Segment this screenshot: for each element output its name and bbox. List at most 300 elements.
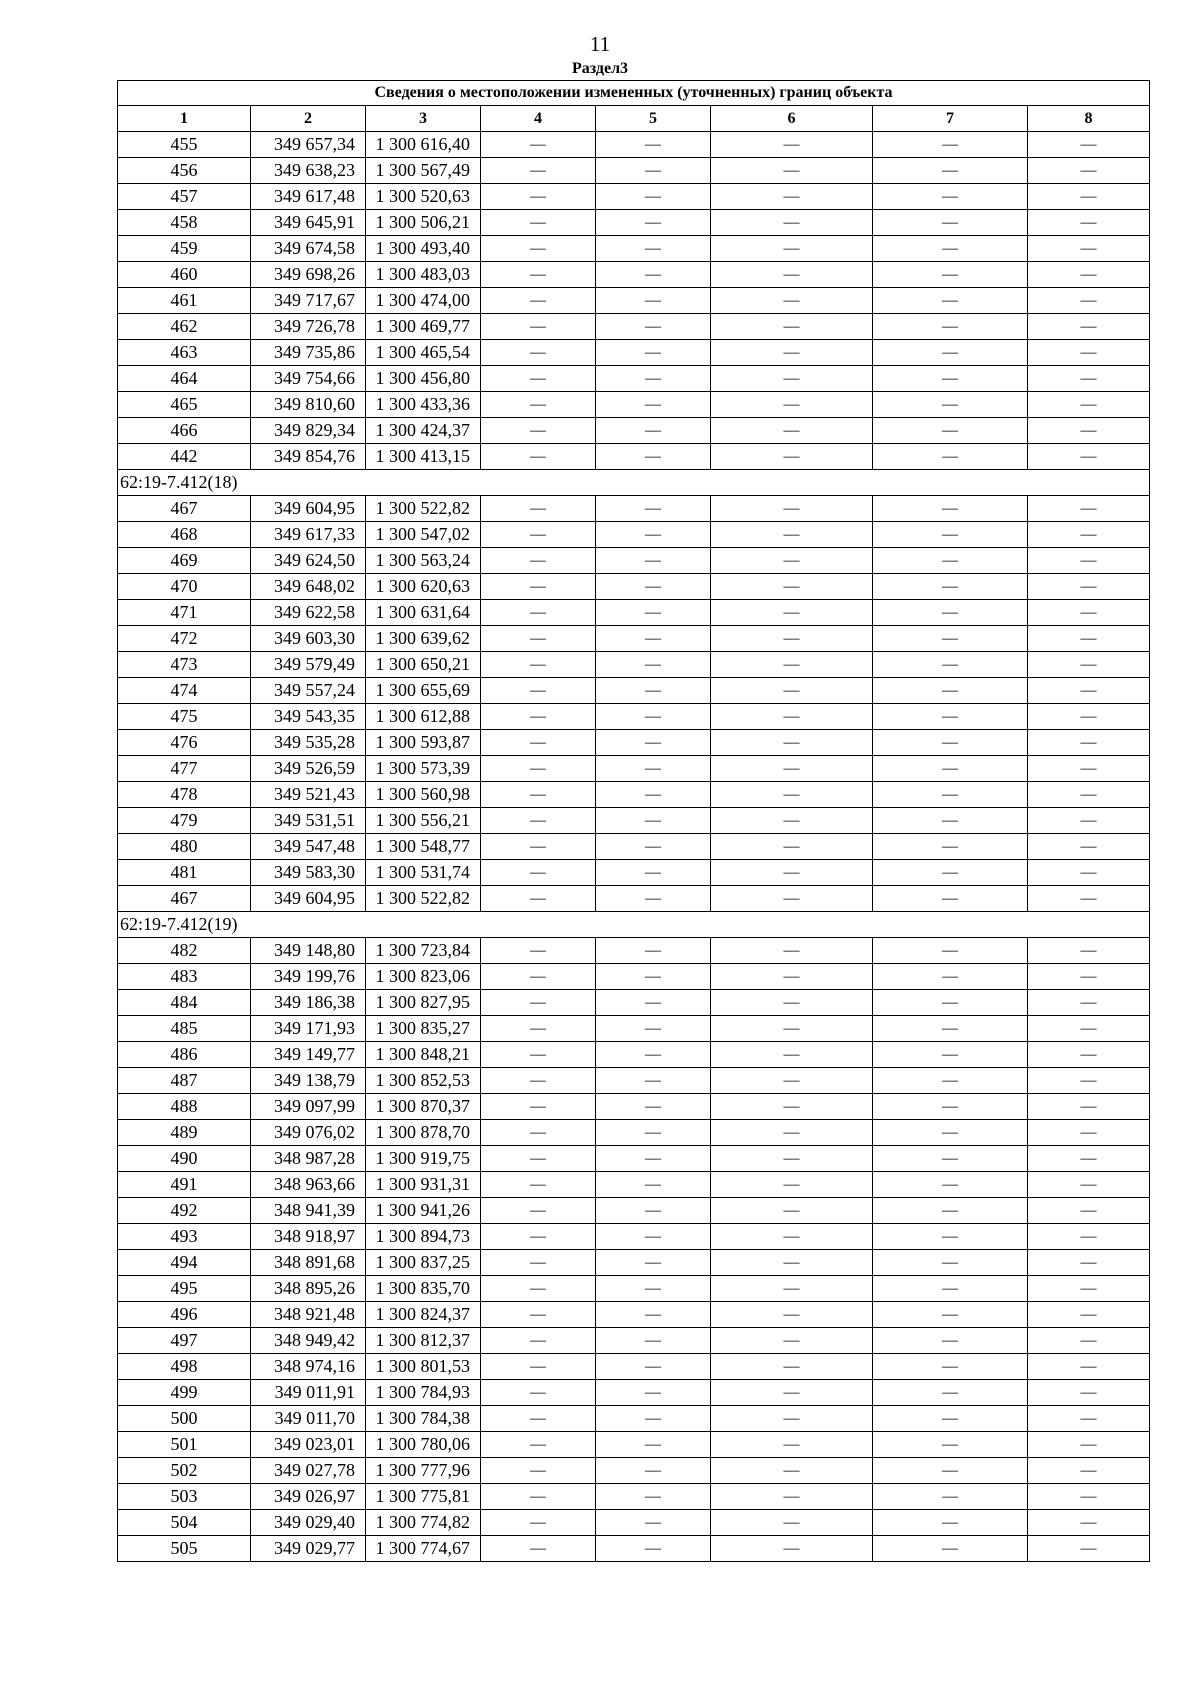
empty-cell: — — [711, 522, 873, 548]
table-row — [118, 574, 1150, 600]
column-header: 4 — [481, 106, 596, 132]
x-coordinate-cell: 349 726,78 — [251, 314, 366, 340]
table-row — [118, 1380, 1150, 1406]
table-row — [118, 314, 1150, 340]
empty-cell: — — [481, 1458, 596, 1484]
point-number-cell: 504 — [118, 1510, 251, 1536]
empty-cell: — — [596, 886, 711, 912]
empty-cell: — — [873, 886, 1028, 912]
empty-cell: — — [1028, 1042, 1150, 1068]
group-row — [118, 912, 1150, 938]
table-row — [118, 1094, 1150, 1120]
empty-cell: — — [481, 1146, 596, 1172]
empty-cell: — — [481, 1120, 596, 1146]
y-coordinate-cell: 1 300 522,82 — [366, 496, 481, 522]
empty-cell: — — [711, 444, 873, 470]
empty-cell: — — [873, 808, 1028, 834]
empty-cell: — — [873, 1276, 1028, 1302]
point-number-cell: 494 — [118, 1250, 251, 1276]
y-coordinate-cell: 1 300 812,37 — [366, 1328, 481, 1354]
table-row — [118, 1432, 1150, 1458]
table-row — [118, 678, 1150, 704]
table-row — [118, 1198, 1150, 1224]
x-coordinate-cell: 349 535,28 — [251, 730, 366, 756]
empty-cell: — — [1028, 1120, 1150, 1146]
empty-cell: — — [596, 522, 711, 548]
empty-cell: — — [711, 1354, 873, 1380]
empty-cell: — — [481, 1198, 596, 1224]
empty-cell: — — [1028, 496, 1150, 522]
point-number-cell: 489 — [118, 1120, 251, 1146]
empty-cell: — — [596, 990, 711, 1016]
empty-cell: — — [873, 288, 1028, 314]
empty-cell: — — [481, 496, 596, 522]
empty-cell: — — [596, 496, 711, 522]
table-row — [118, 262, 1150, 288]
column-header: 6 — [711, 106, 873, 132]
empty-cell: — — [596, 1380, 711, 1406]
empty-cell: — — [596, 756, 711, 782]
empty-cell: — — [873, 678, 1028, 704]
empty-cell: — — [481, 1094, 596, 1120]
x-coordinate-cell: 348 921,48 — [251, 1302, 366, 1328]
point-number-cell: 483 — [118, 964, 251, 990]
table-row — [118, 990, 1150, 1016]
table-row — [118, 626, 1150, 652]
empty-cell: — — [1028, 366, 1150, 392]
empty-cell: — — [711, 1172, 873, 1198]
x-coordinate-cell: 349 583,30 — [251, 860, 366, 886]
empty-cell: — — [711, 1276, 873, 1302]
empty-cell: — — [873, 366, 1028, 392]
point-number-cell: 464 — [118, 366, 251, 392]
empty-cell: — — [1028, 184, 1150, 210]
empty-cell: — — [711, 340, 873, 366]
empty-cell: — — [711, 964, 873, 990]
empty-cell: — — [481, 210, 596, 236]
empty-cell: — — [596, 366, 711, 392]
empty-cell: — — [1028, 444, 1150, 470]
y-coordinate-cell: 1 300 469,77 — [366, 314, 481, 340]
table-row — [118, 808, 1150, 834]
empty-cell: — — [481, 730, 596, 756]
x-coordinate-cell: 349 698,26 — [251, 262, 366, 288]
empty-cell: — — [711, 314, 873, 340]
empty-cell: — — [711, 1380, 873, 1406]
empty-cell: — — [596, 340, 711, 366]
empty-cell: — — [1028, 418, 1150, 444]
empty-cell: — — [711, 1484, 873, 1510]
point-number-cell: 468 — [118, 522, 251, 548]
x-coordinate-cell: 349 138,79 — [251, 1068, 366, 1094]
empty-cell: — — [873, 1146, 1028, 1172]
empty-cell: — — [873, 1510, 1028, 1536]
empty-cell: — — [596, 652, 711, 678]
empty-cell: — — [1028, 1354, 1150, 1380]
empty-cell: — — [1028, 652, 1150, 678]
empty-cell: — — [596, 158, 711, 184]
x-coordinate-cell: 349 829,34 — [251, 418, 366, 444]
x-coordinate-cell: 349 171,93 — [251, 1016, 366, 1042]
empty-cell: — — [481, 1250, 596, 1276]
point-number-cell: 463 — [118, 340, 251, 366]
empty-cell: — — [873, 1042, 1028, 1068]
empty-cell: — — [596, 548, 711, 574]
point-number-cell: 471 — [118, 600, 251, 626]
empty-cell: — — [1028, 756, 1150, 782]
point-number-cell: 497 — [118, 1328, 251, 1354]
empty-cell: — — [596, 1042, 711, 1068]
table-row — [118, 132, 1150, 158]
empty-cell: — — [1028, 1302, 1150, 1328]
point-number-cell: 474 — [118, 678, 251, 704]
empty-cell: — — [873, 262, 1028, 288]
empty-cell: — — [1028, 548, 1150, 574]
empty-cell: — — [873, 964, 1028, 990]
empty-cell: — — [873, 860, 1028, 886]
table-row — [118, 1172, 1150, 1198]
empty-cell: — — [1028, 236, 1150, 262]
point-number-cell: 469 — [118, 548, 251, 574]
empty-cell: — — [481, 1016, 596, 1042]
empty-cell: — — [711, 886, 873, 912]
empty-cell: — — [711, 288, 873, 314]
y-coordinate-cell: 1 300 483,03 — [366, 262, 481, 288]
y-coordinate-cell: 1 300 573,39 — [366, 756, 481, 782]
empty-cell: — — [873, 704, 1028, 730]
empty-cell: — — [596, 574, 711, 600]
x-coordinate-cell: 349 579,49 — [251, 652, 366, 678]
y-coordinate-cell: 1 300 848,21 — [366, 1042, 481, 1068]
empty-cell: — — [1028, 1146, 1150, 1172]
group-label: 62:19-7.412(18) — [118, 470, 1150, 496]
y-coordinate-cell: 1 300 616,40 — [366, 132, 481, 158]
table-row — [118, 236, 1150, 262]
empty-cell: — — [1028, 340, 1150, 366]
empty-cell: — — [596, 834, 711, 860]
point-number-cell: 501 — [118, 1432, 251, 1458]
table-row — [118, 1120, 1150, 1146]
point-number-cell: 467 — [118, 496, 251, 522]
x-coordinate-cell: 349 617,33 — [251, 522, 366, 548]
empty-cell: — — [481, 1328, 596, 1354]
empty-cell: — — [596, 626, 711, 652]
empty-cell: — — [481, 678, 596, 704]
empty-cell: — — [481, 886, 596, 912]
point-number-cell: 475 — [118, 704, 251, 730]
empty-cell: — — [1028, 132, 1150, 158]
point-number-cell: 477 — [118, 756, 251, 782]
y-coordinate-cell: 1 300 870,37 — [366, 1094, 481, 1120]
empty-cell: — — [711, 392, 873, 418]
empty-cell: — — [481, 444, 596, 470]
table-row — [118, 1354, 1150, 1380]
empty-cell: — — [873, 236, 1028, 262]
point-number-cell: 482 — [118, 938, 251, 964]
y-coordinate-cell: 1 300 456,80 — [366, 366, 481, 392]
column-header-row — [118, 106, 1150, 132]
empty-cell: — — [1028, 1536, 1150, 1562]
empty-cell: — — [596, 1432, 711, 1458]
empty-cell: — — [596, 1198, 711, 1224]
x-coordinate-cell: 349 717,67 — [251, 288, 366, 314]
point-number-cell: 456 — [118, 158, 251, 184]
empty-cell: — — [596, 236, 711, 262]
empty-cell: — — [481, 704, 596, 730]
point-number-cell: 498 — [118, 1354, 251, 1380]
x-coordinate-cell: 349 521,43 — [251, 782, 366, 808]
empty-cell: — — [873, 1250, 1028, 1276]
empty-cell: — — [1028, 808, 1150, 834]
x-coordinate-cell: 348 918,97 — [251, 1224, 366, 1250]
empty-cell: — — [873, 1432, 1028, 1458]
table-row — [118, 418, 1150, 444]
empty-cell: — — [711, 1068, 873, 1094]
x-coordinate-cell: 348 941,39 — [251, 1198, 366, 1224]
table-row — [118, 1536, 1150, 1562]
table-row — [118, 1016, 1150, 1042]
x-coordinate-cell: 349 604,95 — [251, 496, 366, 522]
x-coordinate-cell: 349 735,86 — [251, 340, 366, 366]
x-coordinate-cell: 349 657,34 — [251, 132, 366, 158]
y-coordinate-cell: 1 300 723,84 — [366, 938, 481, 964]
empty-cell: — — [711, 184, 873, 210]
empty-cell: — — [481, 1406, 596, 1432]
point-number-cell: 467 — [118, 886, 251, 912]
empty-cell: — — [1028, 574, 1150, 600]
section-title: Раздел3 — [571, 60, 629, 77]
empty-cell: — — [873, 184, 1028, 210]
empty-cell: — — [596, 1276, 711, 1302]
y-coordinate-cell: 1 300 567,49 — [366, 158, 481, 184]
empty-cell: — — [481, 574, 596, 600]
empty-cell: — — [596, 132, 711, 158]
y-coordinate-cell: 1 300 650,21 — [366, 652, 481, 678]
empty-cell: — — [1028, 1016, 1150, 1042]
empty-cell: — — [1028, 1328, 1150, 1354]
empty-cell: — — [596, 938, 711, 964]
empty-cell: — — [481, 1354, 596, 1380]
empty-cell: — — [1028, 834, 1150, 860]
table-row — [118, 366, 1150, 392]
y-coordinate-cell: 1 300 919,75 — [366, 1146, 481, 1172]
x-coordinate-cell: 349 645,91 — [251, 210, 366, 236]
empty-cell: — — [481, 834, 596, 860]
empty-cell: — — [481, 964, 596, 990]
empty-cell: — — [596, 1406, 711, 1432]
empty-cell: — — [1028, 262, 1150, 288]
point-number-cell: 490 — [118, 1146, 251, 1172]
empty-cell: — — [596, 1484, 711, 1510]
y-coordinate-cell: 1 300 548,77 — [366, 834, 481, 860]
y-coordinate-cell: 1 300 612,88 — [366, 704, 481, 730]
y-coordinate-cell: 1 300 894,73 — [366, 1224, 481, 1250]
point-number-cell: 472 — [118, 626, 251, 652]
empty-cell: — — [481, 808, 596, 834]
empty-cell: — — [711, 1016, 873, 1042]
y-coordinate-cell: 1 300 506,21 — [366, 210, 481, 236]
empty-cell: — — [1028, 886, 1150, 912]
empty-cell: — — [873, 314, 1028, 340]
empty-cell: — — [711, 782, 873, 808]
point-number-cell: 503 — [118, 1484, 251, 1510]
point-number-cell: 484 — [118, 990, 251, 1016]
point-number-cell: 470 — [118, 574, 251, 600]
table-row — [118, 704, 1150, 730]
x-coordinate-cell: 349 199,76 — [251, 964, 366, 990]
empty-cell: — — [873, 600, 1028, 626]
empty-cell: — — [1028, 964, 1150, 990]
table-row — [118, 730, 1150, 756]
empty-cell: — — [873, 132, 1028, 158]
table-row — [118, 756, 1150, 782]
empty-cell: — — [1028, 990, 1150, 1016]
empty-cell: — — [596, 392, 711, 418]
empty-cell: — — [873, 1198, 1028, 1224]
table-row — [118, 964, 1150, 990]
empty-cell: — — [711, 1432, 873, 1458]
table-row — [118, 392, 1150, 418]
empty-cell: — — [596, 1302, 711, 1328]
empty-cell: — — [873, 1328, 1028, 1354]
x-coordinate-cell: 349 617,48 — [251, 184, 366, 210]
table-row — [118, 782, 1150, 808]
x-coordinate-cell: 349 076,02 — [251, 1120, 366, 1146]
empty-cell: — — [873, 1172, 1028, 1198]
empty-cell: — — [711, 730, 873, 756]
y-coordinate-cell: 1 300 835,70 — [366, 1276, 481, 1302]
empty-cell: — — [1028, 1250, 1150, 1276]
x-coordinate-cell: 349 149,77 — [251, 1042, 366, 1068]
empty-cell: — — [1028, 314, 1150, 340]
point-number-cell: 481 — [118, 860, 251, 886]
column-header: 8 — [1028, 106, 1150, 132]
y-coordinate-cell: 1 300 522,82 — [366, 886, 481, 912]
empty-cell: — — [711, 652, 873, 678]
point-number-cell: 466 — [118, 418, 251, 444]
empty-cell: — — [873, 496, 1028, 522]
table-row — [118, 860, 1150, 886]
y-coordinate-cell: 1 300 823,06 — [366, 964, 481, 990]
empty-cell: — — [873, 158, 1028, 184]
point-number-cell: 473 — [118, 652, 251, 678]
empty-cell: — — [481, 1432, 596, 1458]
empty-cell: — — [873, 340, 1028, 366]
empty-cell: — — [481, 158, 596, 184]
table-row — [118, 522, 1150, 548]
empty-cell: — — [596, 1536, 711, 1562]
empty-cell: — — [596, 262, 711, 288]
empty-cell: — — [873, 522, 1028, 548]
y-coordinate-cell: 1 300 827,95 — [366, 990, 481, 1016]
point-number-cell: 499 — [118, 1380, 251, 1406]
x-coordinate-cell: 349 854,76 — [251, 444, 366, 470]
y-coordinate-cell: 1 300 824,37 — [366, 1302, 481, 1328]
empty-cell: — — [596, 288, 711, 314]
x-coordinate-cell: 348 987,28 — [251, 1146, 366, 1172]
page-number: 11 — [589, 32, 611, 56]
x-coordinate-cell: 349 638,23 — [251, 158, 366, 184]
y-coordinate-cell: 1 300 835,27 — [366, 1016, 481, 1042]
empty-cell: — — [1028, 1484, 1150, 1510]
empty-cell: — — [711, 1406, 873, 1432]
point-number-cell: 480 — [118, 834, 251, 860]
empty-cell: — — [1028, 1276, 1150, 1302]
empty-cell: — — [481, 314, 596, 340]
empty-cell: — — [596, 678, 711, 704]
x-coordinate-cell: 349 526,59 — [251, 756, 366, 782]
empty-cell: — — [711, 262, 873, 288]
empty-cell: — — [873, 938, 1028, 964]
y-coordinate-cell: 1 300 556,21 — [366, 808, 481, 834]
x-coordinate-cell: 349 543,35 — [251, 704, 366, 730]
empty-cell: — — [481, 938, 596, 964]
y-coordinate-cell: 1 300 433,36 — [366, 392, 481, 418]
y-coordinate-cell: 1 300 931,31 — [366, 1172, 481, 1198]
empty-cell: — — [481, 1484, 596, 1510]
empty-cell: — — [596, 1510, 711, 1536]
empty-cell: — — [596, 860, 711, 886]
table-row — [118, 548, 1150, 574]
empty-cell: — — [711, 626, 873, 652]
empty-cell: — — [873, 1458, 1028, 1484]
x-coordinate-cell: 349 557,24 — [251, 678, 366, 704]
empty-cell: — — [481, 548, 596, 574]
y-coordinate-cell: 1 300 465,54 — [366, 340, 481, 366]
empty-cell: — — [1028, 782, 1150, 808]
y-coordinate-cell: 1 300 593,87 — [366, 730, 481, 756]
empty-cell: — — [711, 1302, 873, 1328]
x-coordinate-cell: 349 604,95 — [251, 886, 366, 912]
point-number-cell: 460 — [118, 262, 251, 288]
x-coordinate-cell: 349 810,60 — [251, 392, 366, 418]
empty-cell: — — [1028, 1198, 1150, 1224]
empty-cell: — — [711, 704, 873, 730]
x-coordinate-cell: 349 027,78 — [251, 1458, 366, 1484]
empty-cell: — — [1028, 600, 1150, 626]
empty-cell: — — [711, 496, 873, 522]
empty-cell: — — [1028, 1458, 1150, 1484]
empty-cell: — — [481, 1042, 596, 1068]
point-number-cell: 486 — [118, 1042, 251, 1068]
y-coordinate-cell: 1 300 837,25 — [366, 1250, 481, 1276]
y-coordinate-cell: 1 300 620,63 — [366, 574, 481, 600]
group-row — [118, 470, 1150, 496]
empty-cell: — — [481, 1172, 596, 1198]
empty-cell: — — [711, 834, 873, 860]
empty-cell: — — [481, 1536, 596, 1562]
empty-cell: — — [481, 132, 596, 158]
empty-cell: — — [596, 1120, 711, 1146]
y-coordinate-cell: 1 300 560,98 — [366, 782, 481, 808]
x-coordinate-cell: 348 963,66 — [251, 1172, 366, 1198]
empty-cell: — — [1028, 678, 1150, 704]
x-coordinate-cell: 349 029,77 — [251, 1536, 366, 1562]
empty-cell: — — [596, 1068, 711, 1094]
y-coordinate-cell: 1 300 655,69 — [366, 678, 481, 704]
empty-cell: — — [711, 132, 873, 158]
empty-cell: — — [711, 808, 873, 834]
empty-cell: — — [596, 1458, 711, 1484]
empty-cell: — — [481, 626, 596, 652]
table-row — [118, 496, 1150, 522]
empty-cell: — — [481, 1276, 596, 1302]
empty-cell: — — [1028, 1510, 1150, 1536]
empty-cell: — — [1028, 1432, 1150, 1458]
empty-cell: — — [711, 860, 873, 886]
empty-cell: — — [596, 1016, 711, 1042]
empty-cell: — — [873, 418, 1028, 444]
